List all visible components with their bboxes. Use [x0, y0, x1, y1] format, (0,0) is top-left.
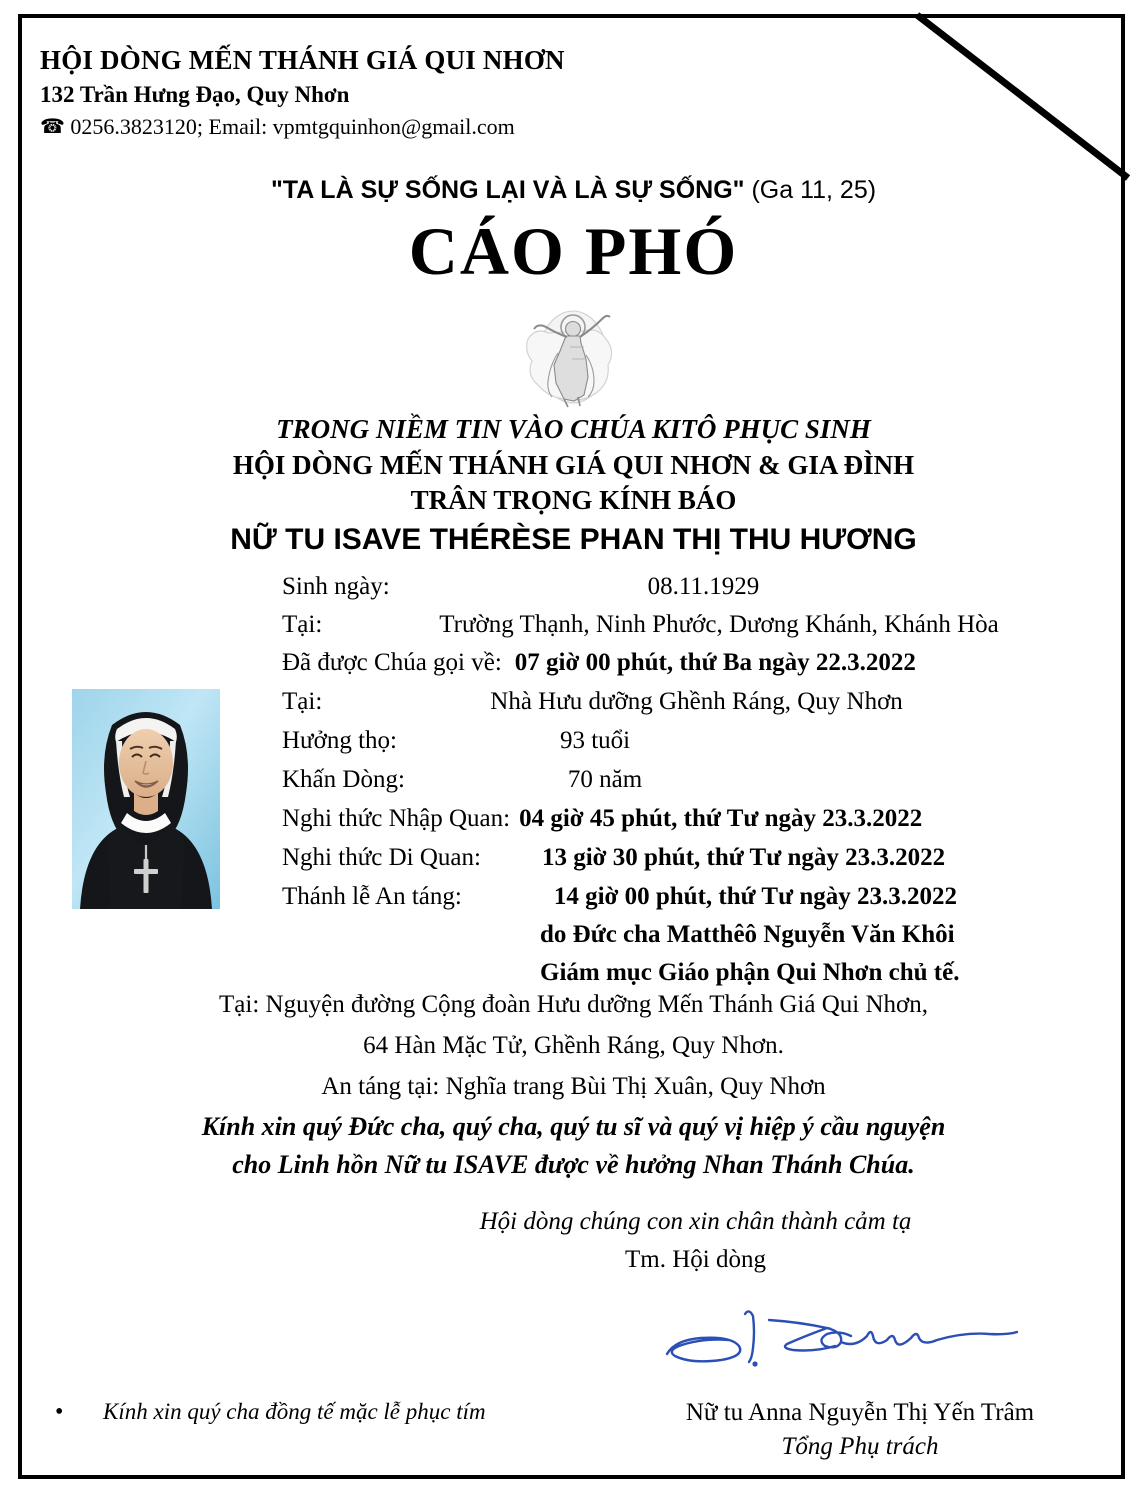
signer-block	[620, 1396, 1100, 1464]
announcement-block	[0, 412, 1147, 559]
detail-row-encoffining	[282, 799, 1082, 838]
detail-row-age	[282, 721, 1082, 760]
detail-row-procession	[282, 838, 1082, 877]
detail-label: Thánh lễ An táng:	[282, 883, 462, 910]
announcement-line-2: HỘI DÒNG MẾN THÁNH GIÁ QUI NHƠN & GIA ĐÌNH	[232, 449, 915, 480]
letterhead	[40, 44, 860, 141]
thanks-line-2: Tm. Hội dòng	[625, 1246, 766, 1273]
venue-line-1: Tại: Nguyện đường Cộng đoàn Hưu dưỡng Mến Thánh Giá Qui Nhơn,	[219, 991, 928, 1018]
detail-label: Khấn Dòng:	[282, 766, 405, 793]
prayer-line-2: cho Linh hồn Nữ tu ISAVE được về hưởng Nhan Thánh Chúa.	[232, 1150, 915, 1179]
details-list	[282, 567, 1082, 992]
thanks-line-1: Hội dòng chúng con xin chân thành cảm tạ	[479, 1208, 912, 1235]
detail-value: Nhà Hưu dưỡng Ghềnh Ráng, Quy Nhơn	[490, 688, 903, 715]
handwritten-signature	[645, 1288, 1065, 1380]
detail-value: 07 giờ 00 phút, thứ Ba ngày 22.3.2022	[514, 649, 916, 676]
scripture-quote	[0, 176, 1147, 205]
detail-value: 08.11.1929	[647, 573, 760, 600]
detail-label: Nghi thức Di Quan:	[282, 844, 481, 871]
announcement-line-1: TRONG NIỀM TIN VÀO CHÚA KITÔ PHỤC SINH	[276, 414, 871, 444]
detail-value: Trường Thạnh, Ninh Phước, Dương Khánh, Khánh Hòa	[439, 611, 999, 638]
risen-christ-icon	[508, 303, 638, 411]
prayer-request	[0, 1108, 1147, 1184]
organization-contact	[40, 113, 860, 142]
detail-row-vows	[282, 760, 1082, 799]
detail-label: Nghi thức Nhập Quan:	[282, 805, 511, 832]
detail-row-death-place	[282, 682, 1082, 721]
telephone-icon: ☎	[40, 115, 65, 138]
signer-title: Tổng Phụ trách	[781, 1433, 939, 1460]
scripture-reference: (Ga 11, 25)	[744, 176, 877, 204]
footnote-vestment-note	[55, 1396, 575, 1428]
detail-value: 04 giờ 45 phút, thứ Tư ngày 23.3.2022	[519, 805, 923, 832]
scripture-text: "TA LÀ SỰ SỐNG LẠI VÀ LÀ SỰ SỐNG"	[270, 176, 745, 204]
venue-block	[0, 984, 1147, 1107]
organization-address: 132 Trần Hưng Đạo, Quy Nhơn	[40, 81, 350, 107]
celebrant-line-1: do Đức cha Matthêô Nguyễn Văn Khôi	[540, 921, 955, 948]
detail-row-death-time	[282, 644, 1082, 682]
footnote-text: Kính xin quý cha đồng tế mặc lễ phục tím	[103, 1399, 486, 1424]
detail-value: 93 tuổi	[559, 727, 631, 754]
organization-name: HỘI DÒNG MẾN THÁNH GIÁ QUI NHƠN	[40, 45, 565, 75]
detail-label: Sinh ngày:	[282, 573, 390, 600]
deceased-name: NỮ TU ISAVE THÉRÈSE PHAN THỊ THU HƯƠNG	[230, 523, 917, 557]
detail-row-birth-date	[282, 567, 1082, 606]
contact-text: 0256.3823120; Email: vpmtgquinhon@gmail.com	[70, 113, 515, 139]
detail-row-birth-place	[282, 606, 1082, 644]
detail-label: Tại:	[282, 688, 323, 715]
detail-value: 13 giờ 30 phút, thứ Tư ngày 23.3.2022	[541, 844, 946, 871]
venue-line-2: 64 Hàn Mặc Tử, Ghềnh Ráng, Quy Nhơn.	[363, 1032, 784, 1059]
celebrant-line-2: Giám mục Giáo phận Qui Nhơn chủ tế.	[540, 959, 960, 986]
detail-value: 14 giờ 00 phút, thứ Tư ngày 23.3.2022	[553, 883, 958, 910]
portrait-photo	[72, 689, 220, 909]
detail-label: Hưởng thọ:	[282, 727, 397, 754]
venue-line-3: An táng tại: Nghĩa trang Bùi Thị Xuân, Quy Nhơn	[321, 1073, 826, 1100]
page-title: CÁO PHÓ	[408, 213, 739, 289]
signer-name: Nữ tu Anna Nguyễn Thị Yến Trâm	[685, 1399, 1035, 1426]
portrait-image	[72, 689, 220, 909]
detail-label: Đã được Chúa gọi về:	[282, 649, 502, 676]
thanks-inner	[122, 1203, 1147, 1279]
announcement-line-3: TRÂN TRỌNG KÍNH BÁO	[410, 485, 737, 515]
bullet-icon: •	[55, 1399, 64, 1425]
prayer-line-1: Kính xin quý Đức cha, quý cha, quý tu sĩ và quý vị hiệp ý cầu nguyện	[201, 1112, 946, 1141]
detail-row-funeral-mass	[282, 877, 1082, 916]
thanks-block	[0, 1203, 1147, 1279]
detail-value: 70 năm	[567, 766, 643, 793]
detail-label: Tại:	[282, 611, 323, 638]
